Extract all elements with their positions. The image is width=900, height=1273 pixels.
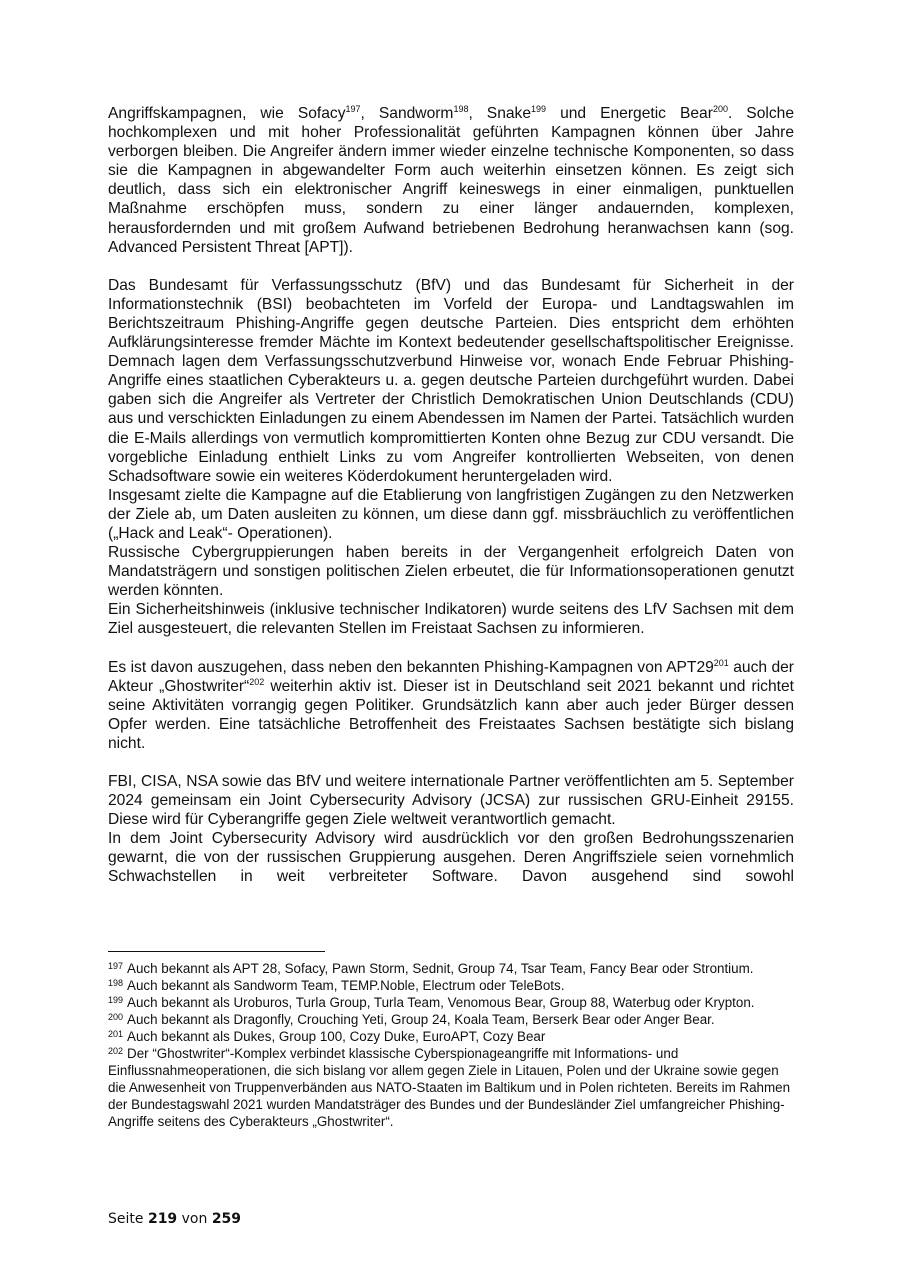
paragraph-russian-groups: Russische Cybergruppierungen haben bereits in der Vergangenheit erfolgreich Daten von Mandatsträgern und sonstigen politischen Zielen erbeutet, die für Informationsoperationen genutzt werden könnten.	[108, 544, 794, 600]
body-text	[108, 104, 794, 887]
footnote-ref-201[interactable]: 201	[713, 657, 729, 668]
footnote-number: 199	[108, 995, 124, 1005]
paragraph-jcsa: FBI, CISA, NSA sowie das BfV und weitere internationale Partner veröffentlichten am 5. September 2024 gemeinsam ein Joint Cybersecurity Advisory (JCSA) zur russischen GRU-Einheit 29155. Diese wird für Cyberangriffe gegen Ziele weltweit verantwortlich gemacht.	[108, 773, 794, 829]
footnote-202	[108, 1045, 798, 1130]
footnote-ref-198[interactable]: 198	[453, 104, 469, 114]
footnote-number: 200	[108, 1012, 124, 1022]
footnote-text: Der “Ghostwriter“-Komplex verbindet klassische Cyberspionageangriffe mit Informations- und Einflussnahmeoperationen, die sich bislang vor allem gegen Ziele in Litauen, Polen und der Ukraine sowie gegen die Anwesenheit von Truppenverbänden aus NATO-Staaten im Baltikum und in Polen richteten. Bereits im Rahmen der Bundestagswahl 2021 wurden Mandatsträger des Bundes und der Bundesländer Ziel umfangreicher Phishing-Angriffe seitens des Cyberakteurs „Ghostwriter“.	[108, 1046, 791, 1129]
text-run: auch der Akteur „Ghostwriter“	[108, 658, 794, 695]
footnote-number: 198	[108, 978, 124, 988]
paragraph-jcsa-threats: In dem Joint Cybersecurity Advisory wird ausdrücklich vor den großen Bedrohungsszenarien gewarnt, die von der russischen Gruppierung ausgehen. Deren Angriffsziele seien vornehmlich Schwachstellen in weit verbreiteter Software. Davon ausgehend sind sowohl	[108, 830, 794, 886]
footnote-ref-199[interactable]: 199	[531, 104, 547, 114]
footnote-199	[108, 994, 798, 1011]
text-run: Es ist davon auszugehen, dass neben den bekannten Phishing-Kampagnen von APT29	[108, 658, 714, 676]
paragraph-campaign-goal: Insgesamt zielte die Kampagne auf die Etablierung von langfristigen Zugängen zu den Netzwerken der Ziele ab, um Daten ausleiten zu können, um diese dann ggf. missbräuchlich zu veröffentlichen („Hack and Leak“- Operationen).	[108, 486, 794, 542]
text-run: , Snake	[468, 105, 532, 122]
footnote-number: 201	[108, 1029, 124, 1039]
footnote-ref-202[interactable]: 202	[249, 676, 265, 687]
footnote-text: Auch bekannt als Dukes, Group 100, Cozy Duke, EuroAPT, Cozy Bear	[127, 1029, 546, 1044]
paragraph-ghostwriter	[108, 658, 794, 753]
footnote-201	[108, 1028, 798, 1045]
page-of-label: von	[177, 1211, 212, 1227]
footnote-number: 197	[108, 961, 124, 971]
text-run: , Sandworm	[360, 105, 454, 122]
text-run: Angriffskampagnen, wie Sofacy	[108, 105, 346, 122]
footnotes	[108, 960, 798, 1130]
footnote-198	[108, 977, 798, 994]
footnote-separator	[108, 951, 325, 952]
paragraph-bfv-bsi-phishing: Das Bundesamt für Verfassungsschutz (BfV) und das Bundesamt für Sicherheit in der Informationstechnik (BSI) beobachteten im Vorfeld der Europa- und Landtagswahlen im Berichtszeitraum Phishing-Angriffe gegen deutsche Parteien. Dies entspricht dem erhöhten Aufklärungsinteresse fremder Mächte im Kontext bedeutender gesellschaftspolitischer Ereignisse. Demnach lagen dem Verfassungsschutzverbund Hinweise vor, wonach Ende Februar Phishing-Angriffe eines staatlichen Cyberakteurs u. a. gegen deutsche Parteien durchgeführt wurden. Dabei gaben sich die Angreifer als Vertreter der Christlich Demokratischen Union Deutschlands (CDU) aus und verschickten Einladungen zu einem Abendessen im Namen der Partei. Tatsächlich wurden die E-Mails allerdings von vermutlich kompromittierten Konten ohne Bezug zur CDU versandt. Die vorgebliche Einladung enthielt Links zu vom Angreifer kontrollierten Webseiten, von denen Schadsoftware sowie ein weiteres Köderdokument heruntergeladen wird.	[108, 276, 794, 485]
text-run: und Energetic Bear	[546, 105, 713, 122]
current-page-number: 219	[147, 1211, 178, 1227]
text-run: . Solche hochkomplexen und mit hoher Professionalität geführten Kampagnen können über Jahre verborgen bleiben. Die Angreifer ändern immer wieder einzelne technische Komponenten, so dass sie die Kampagnen in abgewandelter Form auch weiterhin einsetzen können. Es zeigt sich deutlich, dass sich ein elektronischer Angriff keineswegs in einer einmaligen, punktuellen Maßnahme erschöpfen muss, sondern zu einer länger andauernden, komplexen, herausfordernden und mit großem Aufwand betriebenen Bedrohung heranwachsen kann (sog. Advanced Persistent Threat [APT]).	[108, 105, 794, 256]
footnote-200	[108, 1011, 798, 1028]
page-label: Seite	[108, 1211, 148, 1227]
footnote-197	[108, 960, 798, 977]
footnote-ref-197[interactable]: 197	[345, 104, 361, 114]
footnote-text: Auch bekannt als Sandworm Team, TEMP.Noble, Electrum oder TeleBots.	[127, 978, 565, 993]
footnote-text: Auch bekannt als APT 28, Sofacy, Pawn Storm, Sednit, Group 74, Tsar Team, Fancy Bear oder Strontium.	[127, 961, 754, 976]
footnote-ref-200[interactable]: 200	[712, 104, 728, 114]
paragraph-security-notice: Ein Sicherheitshinweis (inklusive technischer Indikatoren) wurde seitens des LfV Sachsen mit dem Ziel ausgesteuert, die relevanten Stellen im Freistaat Sachsen zu informieren.	[108, 601, 794, 638]
footnote-text: Auch bekannt als Uroburos, Turla Group, Turla Team, Venomous Bear, Group 88, Waterbug oder Krypton.	[127, 995, 755, 1010]
text-run: weiterhin aktiv ist. Dieser ist in Deutschland seit 2021 bekannt und richtet seine Aktivitäten vorrangig gegen Politiker. Grundsätzlich kann aber auch jeder Bürger dessen Opfer werden. Eine tatsächliche Betroffenheit des Freistaates Sachsen bestätigte sich bislang nicht.	[108, 677, 794, 752]
paragraph-apt-campaigns	[108, 104, 794, 257]
page-number-footer	[108, 1211, 241, 1227]
footnote-text: Auch bekannt als Dragonfly, Crouching Yeti, Group 24, Koala Team, Berserk Bear oder Anger Bear.	[127, 1012, 715, 1027]
total-page-count: 259	[211, 1211, 242, 1227]
footnote-number: 202	[108, 1046, 124, 1056]
